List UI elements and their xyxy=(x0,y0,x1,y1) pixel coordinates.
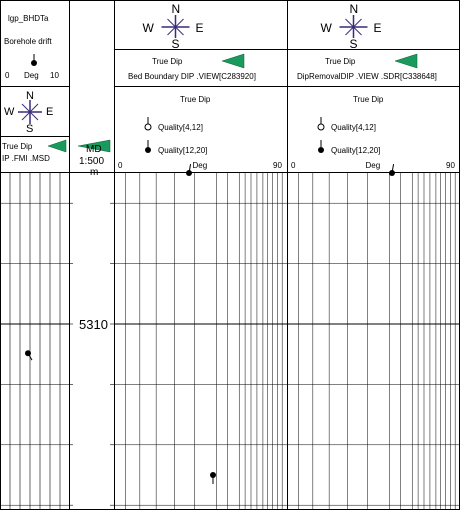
panel-scale-max: 90 xyxy=(446,161,455,170)
panel-section-title: True Dip xyxy=(180,95,211,104)
svg-text:S: S xyxy=(171,37,180,51)
quality-high-label: Quality[12,20] xyxy=(158,146,208,155)
drift-marker-icon xyxy=(31,60,37,66)
panel-source: Bed Boundary DIP .VIEW[C283920] xyxy=(128,72,256,81)
svg-text:S: S xyxy=(26,123,34,135)
depth-label-md: MD xyxy=(86,144,102,155)
panel-scale-max: 90 xyxy=(273,161,282,170)
panel-legend-label: True Dip xyxy=(325,57,356,66)
depth-label-5310: 5310 xyxy=(79,317,108,332)
panel-scale-unit: Deg xyxy=(365,161,381,170)
panel-scale-unit: Deg xyxy=(192,161,208,170)
quality-low-icon xyxy=(318,124,324,130)
quality-high-label: Quality[12,20] xyxy=(331,146,381,155)
svg-text:E: E xyxy=(195,21,204,35)
svg-text:N: N xyxy=(26,90,34,102)
left-scale-min: 0 xyxy=(5,71,10,80)
svg-text:W: W xyxy=(4,106,15,118)
left-scale-max: 10 xyxy=(50,71,59,80)
quality-high-icon xyxy=(145,147,151,153)
svg-text:E: E xyxy=(373,21,382,35)
svg-text:W: W xyxy=(142,21,154,35)
quality-low-label: Quality[4,12] xyxy=(331,123,376,132)
svg-text:N: N xyxy=(171,2,181,16)
panel-legend-label: True Dip xyxy=(152,57,183,66)
left-track-title: lgp_BHDTa xyxy=(8,14,49,23)
panel-source: DipRemovalDIP .VIEW .SDR[C338648] xyxy=(297,72,437,81)
left-track-subtitle: Borehole drift xyxy=(4,37,52,46)
svg-text:S: S xyxy=(349,37,358,51)
svg-text:E: E xyxy=(46,106,54,118)
depth-label-unit: m xyxy=(90,167,99,178)
panel-scale-min: 0 xyxy=(291,161,296,170)
panel-section-title: True Dip xyxy=(353,95,384,104)
quality-high-icon xyxy=(318,147,324,153)
left-scale-unit: Deg xyxy=(24,71,39,80)
depth-label-scale: 1:500 xyxy=(79,156,105,167)
panel-scale-min: 0 xyxy=(118,161,123,170)
svg-text:N: N xyxy=(349,2,359,16)
left-legend-label: True Dip xyxy=(2,142,33,151)
left-source: IP .FMI .MSD xyxy=(2,154,50,163)
svg-text:W: W xyxy=(320,21,332,35)
quality-low-icon xyxy=(145,124,151,130)
quality-low-label: Quality[4,12] xyxy=(158,123,203,132)
